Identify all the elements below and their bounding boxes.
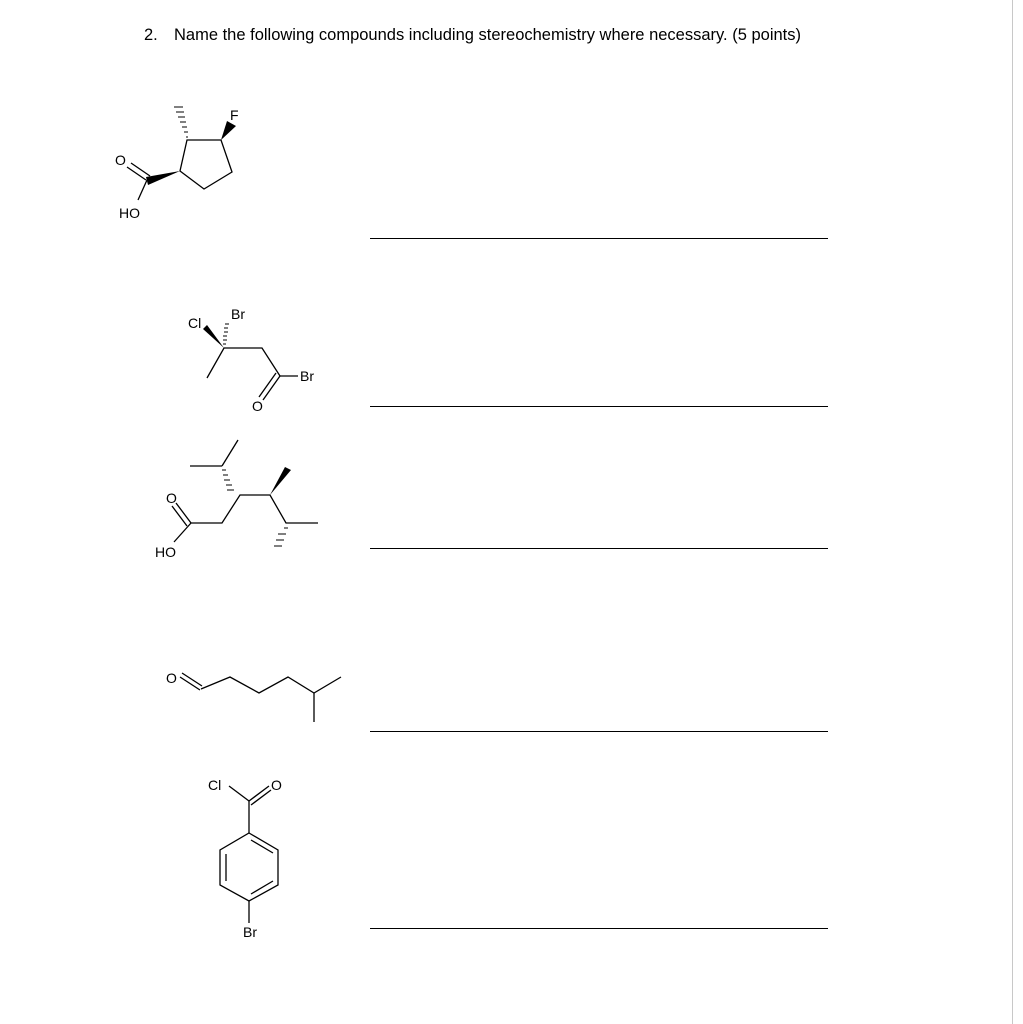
question-text: Name the following compounds including stereochemistry where necessary. (5 points) xyxy=(174,26,801,44)
atom-label: Cl xyxy=(208,777,222,793)
atom-label: O xyxy=(166,670,177,686)
atom-label: F xyxy=(230,107,239,123)
atom-label: Br xyxy=(243,924,257,940)
atom-label: O xyxy=(166,490,177,506)
atom-label: Br xyxy=(231,306,245,322)
atom-label: O xyxy=(271,777,282,793)
benzene-ring xyxy=(220,833,278,901)
atom-label: O xyxy=(252,398,263,414)
question-number: 2. xyxy=(144,26,158,44)
atom-label: HO xyxy=(155,544,176,560)
atom-label: O xyxy=(115,152,126,168)
answer-line[interactable] xyxy=(370,928,828,929)
atom-label: Cl xyxy=(188,315,202,331)
single-bond xyxy=(229,786,249,801)
atom-label: HO xyxy=(119,205,140,221)
atom-label: Br xyxy=(300,368,314,384)
